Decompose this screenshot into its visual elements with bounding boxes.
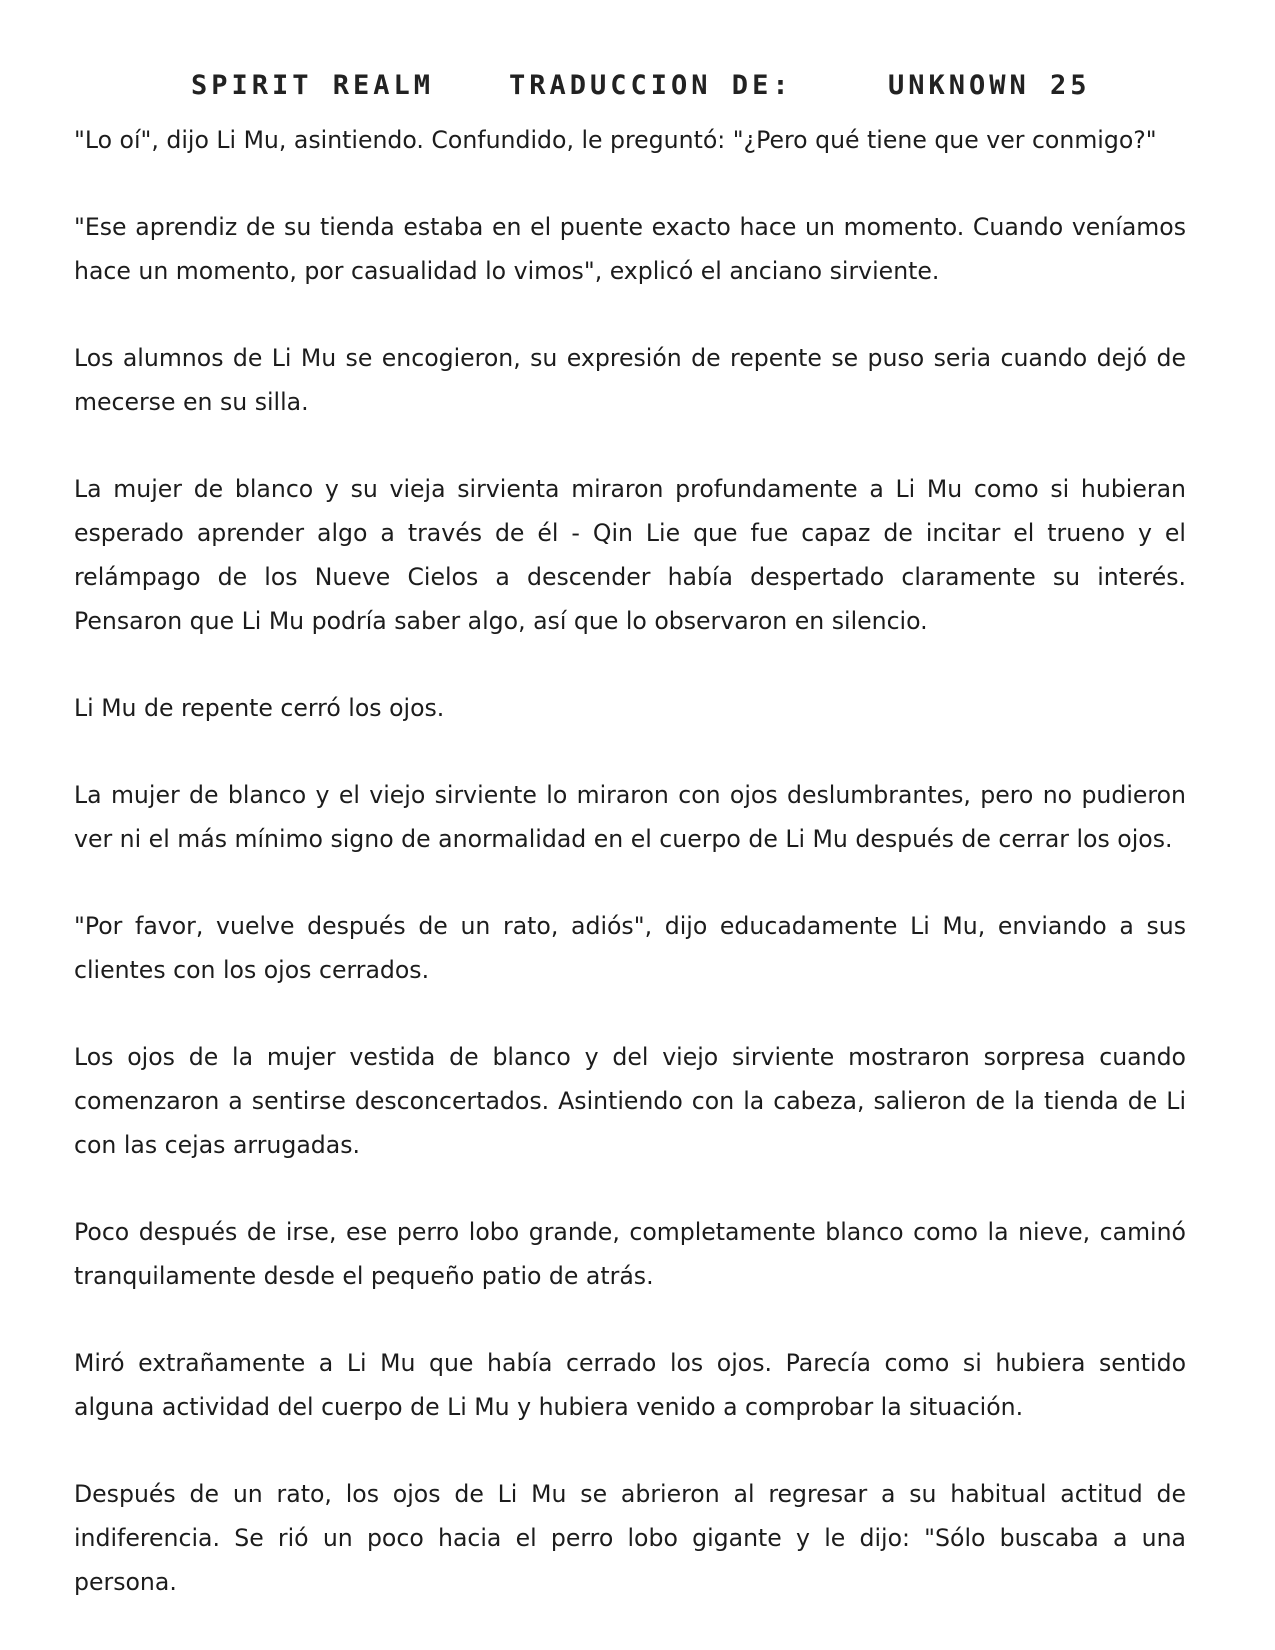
paragraph: Los alumnos de Li Mu se encogieron, su expresión de repente se puso seria cuando dejó de mecerse en su silla. <box>74 344 1186 416</box>
paragraph: Li Mu de repente cerró los ojos. <box>74 694 445 722</box>
paragraph: "Por favor, vuelve después de un rato, adiós", dijo educadamente Li Mu, enviando a sus clientes con los ojos cerrados. <box>74 912 1186 984</box>
paragraph: "Ese aprendiz de su tienda estaba en el puente exacto hace un momento. Cuando veníamos hace un momento, por casualidad lo vimos", explicó el anciano sirviente. <box>74 213 1186 285</box>
page-header <box>0 70 1275 110</box>
header-translation-label: TRADUCCION DE: <box>509 70 793 101</box>
paragraph: "Lo oí", dijo Li Mu, asintiendo. Confundido, le preguntó: "¿Pero qué tiene que ver conmigo?" <box>74 126 1157 154</box>
header-title: SPIRIT REALM <box>191 70 435 101</box>
document-body <box>74 118 1186 1604</box>
paragraph: La mujer de blanco y su vieja sirvienta miraron profundamente a Li Mu como si hubieran esperado aprender algo a través de él - Qin Lie que fue capaz de incitar el trueno y el relámpago de los Nueve Cielos a descender había despertado claramente su interés. Pensaron que Li Mu podría saber algo, así que lo observaron en silencio. <box>74 475 1186 635</box>
paragraph: Los ojos de la mujer vestida de blanco y del viejo sirviente mostraron sorpresa cuando comenzaron a sentirse desconcertados. Asintiendo con la cabeza, salieron de la tienda de Li con las cejas arrugadas. <box>74 1043 1186 1159</box>
paragraph: La mujer de blanco y el viejo sirviente lo miraron con ojos deslumbrantes, pero no pudieron ver ni el más mínimo signo de anormalidad en el cuerpo de Li Mu después de cerrar los ojos. <box>74 781 1186 853</box>
paragraph: Miró extrañamente a Li Mu que había cerrado los ojos. Parecía como si hubiera sentido alguna actividad del cuerpo de Li Mu y hubiera venido a comprobar la situación. <box>74 1349 1186 1421</box>
header-translator: UNKNOWN 25 <box>888 70 1091 101</box>
paragraph: Poco después de irse, ese perro lobo grande, completamente blanco como la nieve, caminó tranquilamente desde el pequeño patio de atrás. <box>74 1218 1186 1290</box>
paragraph: Después de un rato, los ojos de Li Mu se abrieron al regresar a su habitual actitud de indiferencia. Se rió un poco hacia el perro lobo gigante y le dijo: "Sólo buscaba a una persona. <box>74 1480 1186 1596</box>
